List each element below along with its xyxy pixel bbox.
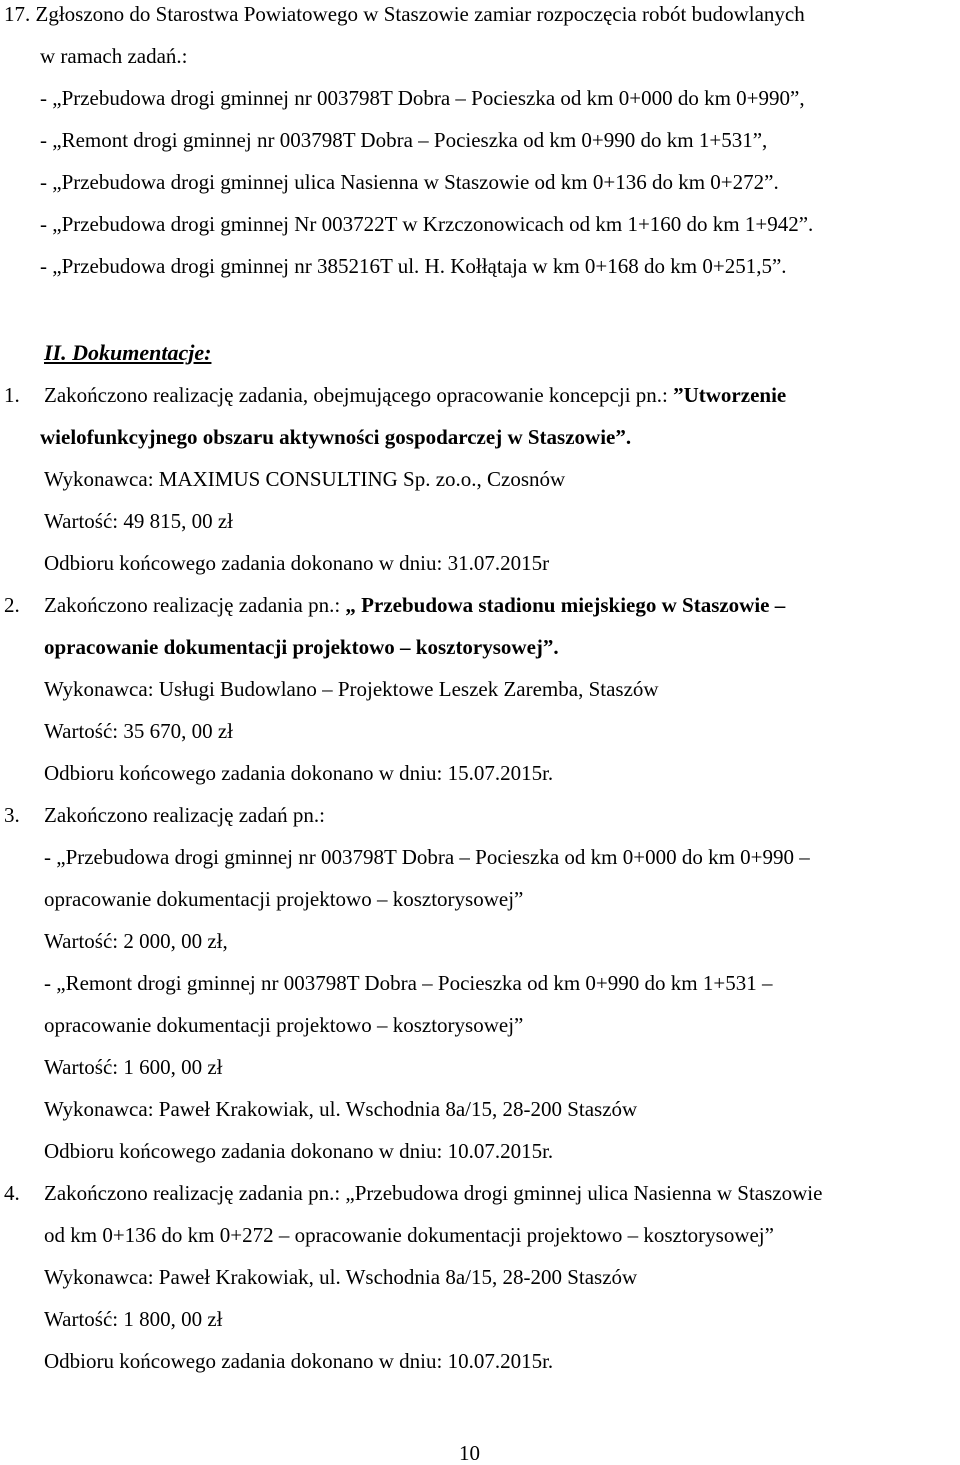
doc-4-number: 4. [4,1181,20,1205]
page-number: 10 [459,1441,480,1465]
doc-2-number: 2. [4,593,20,617]
doc-2-title-end: opracowanie dokumentacji projektowo – kosztorysowej”. [44,635,559,659]
doc-3-intro: Zakończono realizację zadań pn.: [44,803,326,827]
doc-3-line: Wartość: 2 000, 00 zł, [44,929,228,953]
doc-3-line: - „Remont drogi gminnej nr 003798T Dobra – Pocieszka od km 0+990 do km 1+531 – [44,971,773,995]
item-17-task: - „Przebudowa drogi gminnej nr 385216T ul. H. Kołłątaja w km 0+168 do km 0+251,5”. [40,254,787,278]
doc-2-title-start: „ Przebudowa stadionu miejskiego w Staszowie – [345,593,786,617]
doc-1-number: 1. [4,383,20,407]
doc-3-line: opracowanie dokumentacji projektowo – kosztorysowej” [44,887,524,911]
section-heading: II. Dokumentacje: [44,340,212,365]
doc-3-number: 3. [4,803,20,827]
item-17-task: - „Przebudowa drogi gminnej nr 003798T Dobra – Pocieszka od km 0+000 do km 0+990”, [40,86,805,110]
doc-3-line: - „Przebudowa drogi gminnej nr 003798T Dobra – Pocieszka od km 0+000 do km 0+990 – [44,845,810,869]
doc-4-line: Wartość: 1 800, 00 zł [44,1307,223,1331]
doc-2-acceptance: Odbioru końcowego zadania dokonano w dniu: 15.07.2015r. [44,761,554,785]
doc-1-title-end: wielofunkcyjnego obszaru aktywności gospodarczej w Staszowie”. [40,425,632,449]
doc-1-intro-text: Zakończono realizację zadania, obejmującego opracowanie koncepcji pn.: [44,383,668,407]
doc-3-line: Odbioru końcowego zadania dokonano w dniu: 10.07.2015r. [44,1139,554,1163]
item-17-line-2: w ramach zadań.: [40,44,188,68]
item-17-line-1: 17. Zgłoszono do Starostwa Powiatowego w Staszowie zamiar rozpoczęcia robót budowlanych [4,2,805,26]
doc-3-line: Wykonawca: Paweł Krakowiak, ul. Wschodnia 8a/15, 28-200 Staszów [44,1097,638,1121]
doc-3-line: opracowanie dokumentacji projektowo – kosztorysowej” [44,1013,524,1037]
item-17-task: - „Remont drogi gminnej nr 003798T Dobra – Pocieszka od km 0+990 do km 1+531”, [40,128,768,152]
doc-4-intro: Zakończono realizację zadania pn.: „Przebudowa drogi gminnej ulica Nasienna w Staszowie [44,1181,823,1205]
doc-2-intro [44,595,785,616]
doc-2-intro-text: Zakończono realizację zadania pn.: [44,593,341,617]
doc-1-acceptance: Odbioru końcowego zadania dokonano w dniu: 31.07.2015r [44,551,550,575]
doc-4-line: Odbioru końcowego zadania dokonano w dniu: 10.07.2015r. [44,1349,554,1373]
doc-4-line: Wykonawca: Paweł Krakowiak, ul. Wschodnia 8a/15, 28-200 Staszów [44,1265,638,1289]
doc-1-contractor: Wykonawca: MAXIMUS CONSULTING Sp. zo.o., Czosnów [44,467,566,491]
item-17-task: - „Przebudowa drogi gminnej ulica Nasienna w Staszowie od km 0+136 do km 0+272”. [40,170,779,194]
doc-3-line: Wartość: 1 600, 00 zł [44,1055,223,1079]
doc-2-value: Wartość: 35 670, 00 zł [44,719,234,743]
doc-4-line: od km 0+136 do km 0+272 – opracowanie dokumentacji projektowo – kosztorysowej” [44,1223,774,1247]
doc-1-intro [44,385,786,406]
doc-2-contractor: Wykonawca: Usługi Budowlano – Projektowe Leszek Zaremba, Staszów [44,677,659,701]
doc-1-value: Wartość: 49 815, 00 zł [44,509,234,533]
doc-1-title-start: ”Utworzenie [673,383,787,407]
item-17-task: - „Przebudowa drogi gminnej Nr 003722T w Krzczonowicach od km 1+160 do km 1+942”. [40,212,814,236]
